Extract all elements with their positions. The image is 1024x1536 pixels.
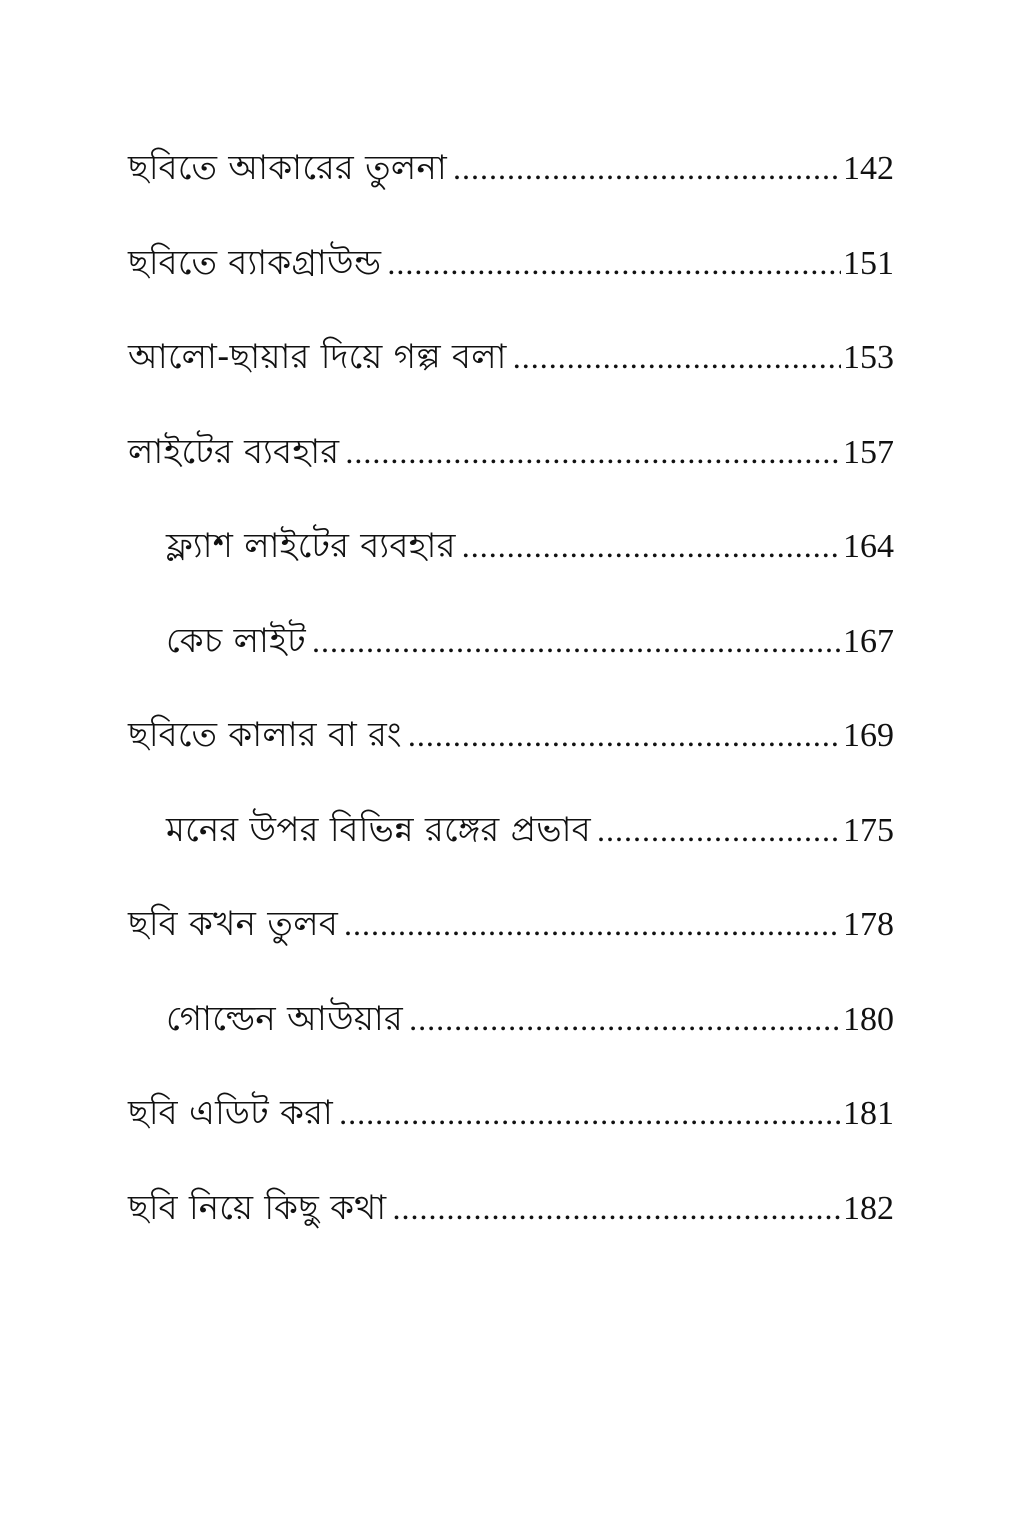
toc-entry-title: লাইটের ব্যবহার xyxy=(128,431,340,472)
toc-entry-page: 153 xyxy=(843,339,894,376)
toc-entry-title: ছবিতে কালার বা রং xyxy=(128,715,402,755)
toc-entry-title: গোল্ডেন আউয়ার xyxy=(166,998,404,1039)
toc-dot-leader xyxy=(344,892,841,956)
toc-dot-leader xyxy=(312,609,841,673)
toc-entry-title: ছবি নিয়ে কিছু কথা xyxy=(128,1187,387,1228)
toc-entry-page: 151 xyxy=(843,244,894,282)
toc-entry-title: ছবি কখন তুলব xyxy=(128,904,339,944)
toc-entry-page: 181 xyxy=(843,1095,894,1132)
toc-entry-title: ছবি এডিট করা xyxy=(128,1093,334,1133)
toc-entry xyxy=(128,1176,894,1271)
toc-entry-title: মনের উপর বিভিন্ন রঙ্গের প্রভাব xyxy=(166,809,591,850)
toc-dot-leader xyxy=(453,136,841,200)
toc-dot-leader xyxy=(387,231,841,295)
toc-dot-leader xyxy=(409,987,841,1051)
toc-entry-page: 175 xyxy=(843,811,894,849)
toc-entry-page: 178 xyxy=(843,906,894,943)
toc-dot-leader xyxy=(408,703,841,767)
toc-entry-page: 169 xyxy=(843,717,894,754)
toc-entry-title: ছবিতে আকারের তুলনা xyxy=(128,148,448,188)
toc-entry-title: আলো-ছায়ার দিয়ে গল্প বলা xyxy=(128,337,507,377)
toc-entry-page: 180 xyxy=(843,1000,894,1038)
toc-subentry xyxy=(128,609,894,704)
toc-entry-page: 182 xyxy=(843,1189,894,1227)
toc-entry xyxy=(128,231,894,326)
toc-entry xyxy=(128,136,894,231)
table-of-contents xyxy=(128,136,894,1270)
toc-entry-title: ফ্ল্যাশ লাইটের ব্যবহার xyxy=(166,526,456,566)
toc-subentry xyxy=(128,514,894,609)
toc-entry-title: কেচ লাইট xyxy=(166,620,306,661)
toc-entry xyxy=(128,1081,894,1176)
toc-entry-page: 142 xyxy=(843,150,894,187)
toc-subentry xyxy=(128,987,894,1082)
toc-dot-leader xyxy=(462,514,841,578)
toc-entry xyxy=(128,892,894,987)
toc-dot-leader xyxy=(597,798,841,862)
toc-entry-page: 157 xyxy=(843,433,894,471)
toc-entry-title: ছবিতে ব্যাকগ্রাউন্ড xyxy=(128,242,382,283)
toc-dot-leader xyxy=(345,420,841,484)
toc-entry-page: 164 xyxy=(843,528,894,565)
toc-entry xyxy=(128,420,894,515)
toc-dot-leader xyxy=(339,1081,841,1145)
toc-dot-leader xyxy=(513,325,841,389)
toc-entry xyxy=(128,325,894,420)
toc-dot-leader xyxy=(392,1176,841,1240)
toc-entry-page: 167 xyxy=(843,622,894,660)
toc-entry xyxy=(128,703,894,798)
toc-subentry xyxy=(128,798,894,893)
